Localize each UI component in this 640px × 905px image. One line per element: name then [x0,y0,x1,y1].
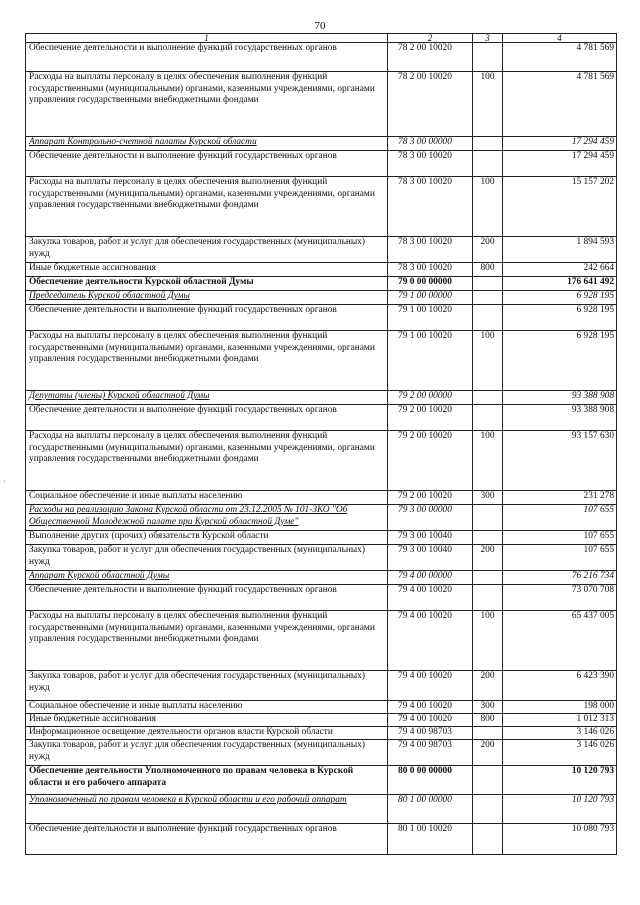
row-description: Расходы на выплаты персоналу в целях обеспечения выполнения функций государственными (муниципальными) органами, казенными учреждениями, органами управления государственными внебюджетными фондами [26,72,388,137]
row-expense-type: 200 [473,671,503,701]
table-row [26,611,617,671]
row-expense-type: 100 [473,431,503,491]
row-description: Выполнение других (прочих) обязательств Курской области [26,531,388,545]
table-row [26,237,617,263]
table-row [26,824,617,855]
row-amount: 17 294 459 [503,137,617,151]
row-amount: 93 157 630 [503,431,617,491]
row-amount: 231 278 [503,491,617,505]
row-expense-type: 300 [473,491,503,505]
row-description: Информационное освещение деятельности органов власти Курской области [26,727,388,740]
row-target-code: 79 0 00 00000 [388,277,473,291]
row-expense-type [473,727,503,740]
row-target-code: 80 0 00 00000 [388,766,473,795]
row-expense-type [473,391,503,405]
row-expense-type [473,505,503,531]
table-row [26,727,617,740]
row-description: Расходы на выплаты персоналу в целях обеспечения выполнения функций государственными (муниципальными) органами, казенными учреждениями, органами управления государственными внебюджетными фондами [26,431,388,491]
row-expense-type: 300 [473,701,503,714]
row-amount: 6 928 195 [503,291,617,305]
row-amount: 3 146 026 [503,740,617,766]
row-description: Расходы на выплаты персоналу в целях обеспечения выполнения функций государственными (муниципальными) органами, казенными учреждениями, органами управления государственными внебюджетными фондами [26,611,388,671]
row-expense-type [473,137,503,151]
table-row [26,263,617,277]
row-description: Расходы на реализацию Закона Курской области от 23.12.2005 № 101-ЗКО "Об Общественной Молодежной палате при Курской областной Думе" [26,505,388,531]
row-description: Закупка товаров, работ и услуг для обеспечения государственных (муниципальных) нужд [26,671,388,701]
row-amount: 17 294 459 [503,151,617,177]
row-target-code: 79 4 00 10020 [388,714,473,727]
table-row [26,137,617,151]
row-expense-type [473,795,503,824]
row-expense-type: 800 [473,263,503,277]
row-amount: 198 000 [503,701,617,714]
column-header-4: 4 [503,34,617,43]
row-description: Обеспечение деятельности и выполнение функций государственных органов [26,824,388,855]
row-target-code: 80 1 00 10020 [388,824,473,855]
row-target-code: 79 4 00 10020 [388,701,473,714]
row-description: Обеспечение деятельности и выполнение функций государственных органов [26,405,388,431]
row-expense-type [473,531,503,545]
row-expense-type [473,571,503,585]
row-amount: 176 641 492 [503,277,617,291]
row-target-code: 78 3 00 10020 [388,237,473,263]
row-expense-type [473,405,503,431]
row-amount: 107 655 [503,505,617,531]
row-expense-type [473,151,503,177]
row-target-code: 78 3 00 10020 [388,263,473,277]
table-row [26,72,617,137]
row-amount: 242 664 [503,263,617,277]
row-target-code: 80 1 00 00000 [388,795,473,824]
row-amount: 73 070 708 [503,585,617,611]
row-target-code: 79 1 00 10020 [388,305,473,331]
row-amount: 10 120 793 [503,795,617,824]
row-expense-type: 200 [473,545,503,571]
row-description: Расходы на выплаты персоналу в целях обеспечения выполнения функций государственными (муниципальными) органами, казенными учреждениями, органами управления государственными внебюджетными фондами [26,331,388,391]
table-row [26,585,617,611]
row-expense-type: 800 [473,714,503,727]
table-row [26,177,617,237]
row-target-code: 79 4 00 98703 [388,727,473,740]
row-amount: 93 388 908 [503,405,617,431]
row-amount: 10 120 793 [503,766,617,795]
row-target-code: 79 2 00 10020 [388,491,473,505]
column-header-1: 1 [26,34,388,43]
row-description: Иные бюджетные ассигнования [26,263,388,277]
row-target-code: 79 1 00 00000 [388,291,473,305]
row-expense-type [473,43,503,72]
table-row [26,671,617,701]
row-description: Депутаты (члены) Курской областной Думы [26,391,388,405]
row-expense-type: 100 [473,177,503,237]
row-description: Закупка товаров, работ и услуг для обеспечения государственных (муниципальных) нужд [26,740,388,766]
row-target-code: 79 4 00 98703 [388,740,473,766]
row-amount: 107 655 [503,545,617,571]
row-expense-type [473,305,503,331]
row-description: Аппарат Контрольно-счетной палаты Курской области [26,137,388,151]
row-expense-type: 100 [473,611,503,671]
table-row [26,291,617,305]
row-target-code: 79 4 00 00000 [388,571,473,585]
row-expense-type: 100 [473,72,503,137]
row-target-code: 79 4 00 10020 [388,585,473,611]
row-amount: 3 146 026 [503,727,617,740]
page-number: 70 [314,20,326,32]
row-target-code: 79 2 00 10020 [388,431,473,491]
column-header-3: 3 [473,34,503,43]
row-amount: 15 157 202 [503,177,617,237]
table-row [26,740,617,766]
table-row [26,277,617,291]
table-row [26,331,617,391]
row-amount: 65 437 005 [503,611,617,671]
row-description: Уполномоченный по правам человека в Курской области и его рабочий аппарат [26,795,388,824]
row-description: Закупка товаров, работ и услуг для обеспечения государственных (муниципальных) нужд [26,545,388,571]
row-amount: 4 781 569 [503,72,617,137]
row-expense-type [473,291,503,305]
table-row [26,571,617,585]
table-row [26,545,617,571]
row-expense-type: 200 [473,237,503,263]
row-target-code: 78 3 00 10020 [388,177,473,237]
table-row [26,43,617,72]
table-row [26,505,617,531]
row-amount: 1 012 313 [503,714,617,727]
row-amount: 76 216 734 [503,571,617,585]
table-row [26,305,617,331]
table-row [26,491,617,505]
table-body [26,34,617,855]
row-description: Председатель Курской областной Думы [26,291,388,305]
table-row [26,766,617,795]
table-row [26,431,617,491]
row-description: Расходы на выплаты персоналу в целях обеспечения выполнения функций государственными (муниципальными) органами, казенными учреждениями, органами управления государственными внебюджетными фондами [26,177,388,237]
row-target-code: 78 2 00 10020 [388,43,473,72]
row-description: Обеспечение деятельности и выполнение функций государственных органов [26,43,388,72]
row-expense-type: 100 [473,331,503,391]
row-amount: 107 655 [503,531,617,545]
table-row [26,531,617,545]
row-description: Социальное обеспечение и иные выплаты населению [26,701,388,714]
row-target-code: 79 3 00 10040 [388,531,473,545]
row-amount: 6 928 195 [503,305,617,331]
table-row [26,391,617,405]
row-amount: 93 388 908 [503,391,617,405]
row-description: Обеспечение деятельности и выполнение функций государственных органов [26,151,388,177]
column-header-2: 2 [388,34,473,43]
table-row [26,151,617,177]
row-target-code: 79 2 00 00000 [388,391,473,405]
row-description: Иные бюджетные ассигнования [26,714,388,727]
margin-dot: · [3,477,6,486]
budget-table [25,33,617,855]
row-description: Закупка товаров, работ и услуг для обеспечения государственных (муниципальных) нужд [26,237,388,263]
row-description: Обеспечение деятельности и выполнение функций государственных органов [26,305,388,331]
row-description: Обеспечение деятельности и выполнение функций государственных органов [26,585,388,611]
table-row [26,795,617,824]
row-target-code: 79 3 00 00000 [388,505,473,531]
table-row [26,701,617,714]
row-target-code: 79 4 00 10020 [388,671,473,701]
table-row [26,405,617,431]
row-description: Обеспечение деятельности Курской областной Думы [26,277,388,291]
row-expense-type [473,277,503,291]
row-target-code: 78 2 00 10020 [388,72,473,137]
row-target-code: 79 2 00 10020 [388,405,473,431]
row-amount: 1 894 593 [503,237,617,263]
row-amount: 6 423 390 [503,671,617,701]
row-description: Обеспечение деятельности Уполномоченного по правам человека в Курской области и его рабочего аппарата [26,766,388,795]
row-description: Социальное обеспечение и иные выплаты населению [26,491,388,505]
row-target-code: 79 4 00 10020 [388,611,473,671]
row-target-code: 79 1 00 10020 [388,331,473,391]
row-expense-type: 200 [473,740,503,766]
row-target-code: 78 3 00 10020 [388,151,473,177]
table-row [26,714,617,727]
row-target-code: 78 3 00 00000 [388,137,473,151]
row-expense-type [473,766,503,795]
row-amount: 4 781 569 [503,43,617,72]
row-expense-type [473,585,503,611]
row-amount: 6 928 195 [503,331,617,391]
row-description: Аппарат Курской областной Думы [26,571,388,585]
row-target-code: 79 3 00 10040 [388,545,473,571]
row-amount: 10 080 793 [503,824,617,855]
row-expense-type [473,824,503,855]
column-header-row [26,34,617,43]
